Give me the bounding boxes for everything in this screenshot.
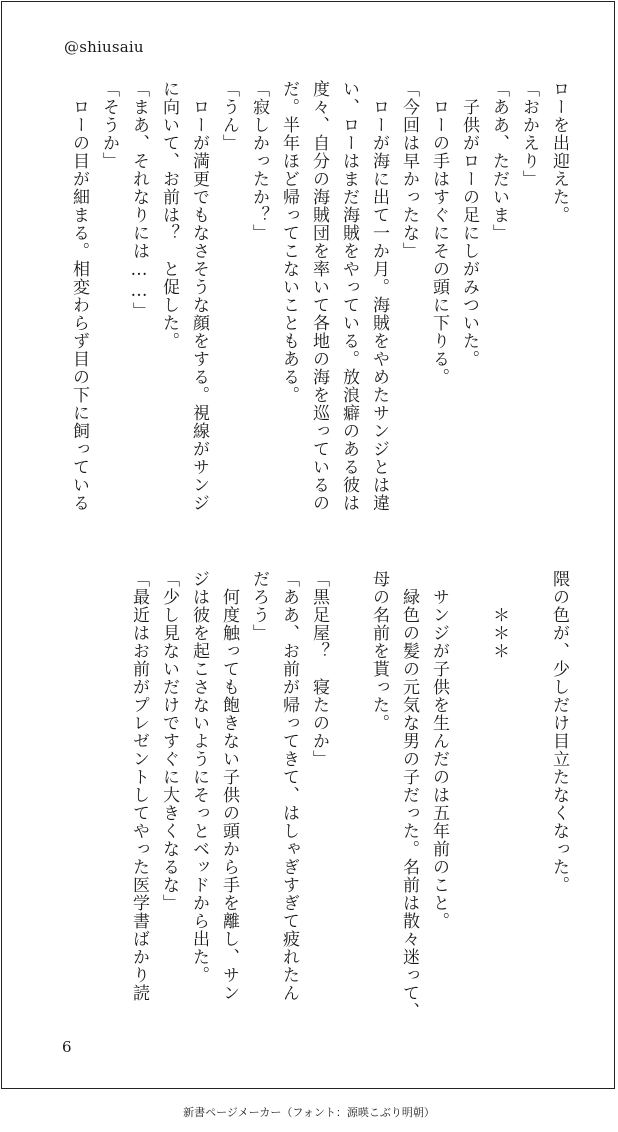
text-line: 隈の色が、少しだけ目立たなくなった。 xyxy=(549,570,569,894)
text-line: ローの目が細まる。相変わらず目の下に飼っている xyxy=(69,80,89,512)
text-line: い、ローはまだ海賊をやっている。放浪癖のある彼は xyxy=(339,80,359,512)
text-line: 何度触っても飽きない子供の頭から手を離し、サン xyxy=(219,570,239,1002)
text-line: だろう」 xyxy=(249,570,269,642)
text-line: ローが海に出て一か月。海賊をやめたサンジとは違 xyxy=(369,80,389,512)
text-line: 「そうか」 xyxy=(99,80,119,170)
upper-text-block xyxy=(54,80,574,530)
text-line xyxy=(454,570,484,980)
text-line: ローの手はすぐにその頭に下りる。 xyxy=(429,80,449,386)
text-line: 「ああ、ただいま」 xyxy=(489,80,509,242)
text-line: 「寂しかったか？」 xyxy=(249,80,269,242)
text-line: 「ああ、お前が帰ってきて、はしゃぎすぎて疲れたん xyxy=(279,570,299,1002)
text-line: に向いて、お前は？ と促した。 xyxy=(159,80,179,350)
text-line: 度々、自分の海賊団を率いて各地の海を巡っているの xyxy=(309,80,329,512)
text-line: 「うん」 xyxy=(219,80,239,152)
text-line xyxy=(334,570,364,980)
text-line xyxy=(514,570,544,980)
text-line: 緑色の髪の元気な男の子だった。名前は散々迷って、 xyxy=(399,570,419,1020)
text-line: 「黒足屋？ 寝たのか」 xyxy=(309,570,329,768)
book-page xyxy=(1,1,615,1089)
text-line: サンジが子供を生んだのは五年前のこと。 xyxy=(429,570,449,930)
text-line: ローを出迎えた。 xyxy=(549,80,569,224)
footer-credit: 新書ページメーカー（フォント：源暎こぶり明朝） xyxy=(183,1106,435,1119)
text-line: 「まあ、それなりには……」 xyxy=(129,80,149,320)
text-line: ローが満更でもなさそうな顔をする。視線がサンジ xyxy=(189,80,209,512)
text-line: 「少し見ないだけですぐに大きくなるな」 xyxy=(159,570,179,912)
page-number: 6 xyxy=(62,1038,72,1056)
text-line: 母の名前を貰った。 xyxy=(369,570,389,732)
text-line: 「おかえり」 xyxy=(519,80,539,188)
text-line: ジは彼を起こさないようにそっとベッドから出た。 xyxy=(189,570,209,984)
text-line: 「今回は早かったな」 xyxy=(399,80,419,260)
text-line: 子供がローの足にしがみついた。 xyxy=(459,80,479,368)
lower-text-block xyxy=(54,570,574,1020)
text-line: 「最近はお前がプレゼントしてやった医学書ばかり読 xyxy=(129,570,149,1002)
author-handle: @shiusaiu xyxy=(64,38,144,56)
text-line: だ。半年ほど帰ってこないこともある。 xyxy=(279,80,299,404)
text-line: ＊＊＊ xyxy=(489,570,509,660)
